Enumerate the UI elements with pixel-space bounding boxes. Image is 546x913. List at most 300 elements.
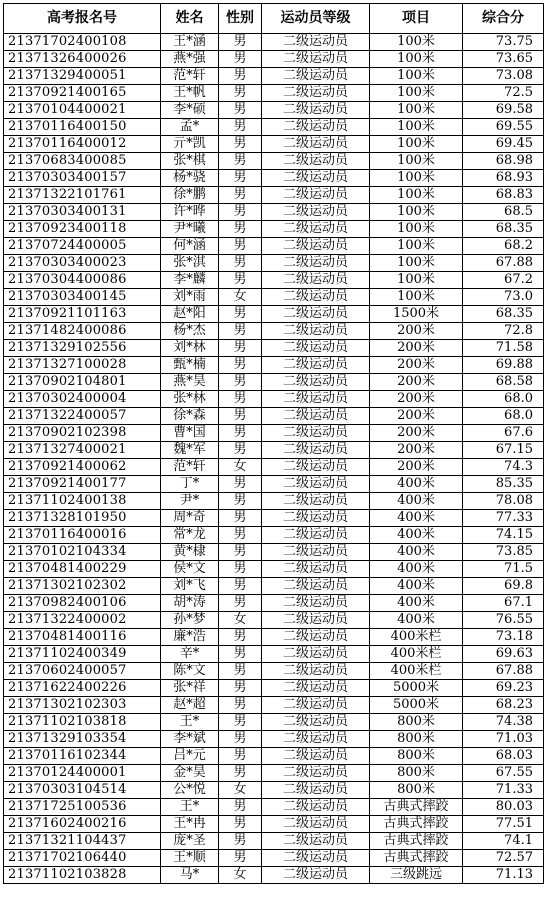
table-row <box>4 51 544 68</box>
cell-name: 李*硕 <box>161 102 219 119</box>
cell-exam-id: 21371302102303 <box>4 697 161 714</box>
cell-score: 71.5 <box>463 561 544 578</box>
header-exam-id: 高考报名号 <box>4 4 161 34</box>
table-row <box>4 306 544 323</box>
cell-name: 燕*强 <box>161 51 219 68</box>
cell-name: 赵*超 <box>161 697 219 714</box>
cell-score: 74.38 <box>463 714 544 731</box>
header-athlete-level: 运动员等级 <box>262 4 370 34</box>
cell-name: 丁* <box>161 476 219 493</box>
cell-athlete-level: 二级运动员 <box>262 629 370 646</box>
cell-event: 100米 <box>370 255 463 272</box>
cell-event: 100米 <box>370 238 463 255</box>
cell-gender: 男 <box>219 323 262 340</box>
cell-event: 800米 <box>370 782 463 799</box>
table-row <box>4 680 544 697</box>
cell-exam-id: 21371622400226 <box>4 680 161 697</box>
cell-event: 100米 <box>370 51 463 68</box>
cell-score: 67.88 <box>463 663 544 680</box>
cell-athlete-level: 二级运动员 <box>262 595 370 612</box>
cell-score: 68.03 <box>463 748 544 765</box>
cell-event: 5000米 <box>370 680 463 697</box>
cell-gender: 男 <box>219 170 262 187</box>
cell-gender: 男 <box>219 272 262 289</box>
cell-name: 徐*鹏 <box>161 187 219 204</box>
table-row <box>4 493 544 510</box>
table-row <box>4 391 544 408</box>
table-row <box>4 187 544 204</box>
cell-gender: 男 <box>219 357 262 374</box>
cell-event: 400米 <box>370 493 463 510</box>
cell-gender: 男 <box>219 833 262 850</box>
table-body <box>4 34 544 884</box>
table-row <box>4 629 544 646</box>
cell-athlete-level: 二级运动员 <box>262 799 370 816</box>
table-row <box>4 646 544 663</box>
cell-event: 200米 <box>370 408 463 425</box>
cell-name: 杨*杰 <box>161 323 219 340</box>
cell-gender: 男 <box>219 493 262 510</box>
cell-exam-id: 21371329102556 <box>4 340 161 357</box>
cell-exam-id: 21370303400023 <box>4 255 161 272</box>
cell-athlete-level: 二级运动员 <box>262 850 370 867</box>
table-row <box>4 816 544 833</box>
cell-name: 王* <box>161 714 219 731</box>
cell-event: 800米 <box>370 748 463 765</box>
cell-score: 71.33 <box>463 782 544 799</box>
cell-exam-id: 21371102400138 <box>4 493 161 510</box>
table-row <box>4 561 544 578</box>
cell-exam-id: 21371725100536 <box>4 799 161 816</box>
cell-exam-id: 21371327100028 <box>4 357 161 374</box>
cell-gender: 男 <box>219 442 262 459</box>
cell-score: 68.2 <box>463 238 544 255</box>
cell-event: 800米 <box>370 765 463 782</box>
cell-exam-id: 21370481400116 <box>4 629 161 646</box>
cell-exam-id: 21371102103828 <box>4 867 161 884</box>
table-row <box>4 612 544 629</box>
cell-score: 73.65 <box>463 51 544 68</box>
table-row <box>4 731 544 748</box>
cell-athlete-level: 二级运动员 <box>262 255 370 272</box>
cell-score: 67.6 <box>463 425 544 442</box>
cell-score: 73.08 <box>463 68 544 85</box>
cell-name: 孙*梦 <box>161 612 219 629</box>
cell-score: 85.35 <box>463 476 544 493</box>
cell-exam-id: 21370902102398 <box>4 425 161 442</box>
cell-exam-id: 21370124400001 <box>4 765 161 782</box>
cell-event: 200米 <box>370 425 463 442</box>
table-row <box>4 136 544 153</box>
cell-name: 范*轩 <box>161 68 219 85</box>
cell-score: 69.63 <box>463 646 544 663</box>
table-row <box>4 119 544 136</box>
cell-event: 800米 <box>370 714 463 731</box>
table-row <box>4 68 544 85</box>
cell-score: 69.23 <box>463 680 544 697</box>
header-event: 项目 <box>370 4 463 34</box>
cell-name: 曹*国 <box>161 425 219 442</box>
cell-score: 71.58 <box>463 340 544 357</box>
cell-gender: 男 <box>219 629 262 646</box>
cell-event: 400米 <box>370 476 463 493</box>
table-row <box>4 867 544 884</box>
table-row <box>4 357 544 374</box>
cell-exam-id: 21370724400005 <box>4 238 161 255</box>
table-row <box>4 799 544 816</box>
cell-gender: 男 <box>219 425 262 442</box>
cell-score: 67.1 <box>463 595 544 612</box>
cell-exam-id: 21370303104514 <box>4 782 161 799</box>
table-row <box>4 459 544 476</box>
table-row <box>4 595 544 612</box>
cell-exam-id: 21370683400085 <box>4 153 161 170</box>
cell-event: 100米 <box>370 272 463 289</box>
table-row <box>4 204 544 221</box>
cell-exam-id: 21370302400004 <box>4 391 161 408</box>
cell-name: 王*冉 <box>161 816 219 833</box>
table-row <box>4 850 544 867</box>
cell-event: 400米栏 <box>370 663 463 680</box>
cell-athlete-level: 二级运动员 <box>262 136 370 153</box>
cell-event: 400米 <box>370 510 463 527</box>
cell-name: 王*涵 <box>161 34 219 51</box>
cell-event: 100米 <box>370 34 463 51</box>
cell-exam-id: 21370921400062 <box>4 459 161 476</box>
cell-athlete-level: 二级运动员 <box>262 731 370 748</box>
cell-event: 800米 <box>370 731 463 748</box>
cell-exam-id: 21371702400108 <box>4 34 161 51</box>
cell-name: 何*涵 <box>161 238 219 255</box>
table-row <box>4 663 544 680</box>
cell-exam-id: 21370921400165 <box>4 85 161 102</box>
cell-name: 刘*林 <box>161 340 219 357</box>
cell-event: 古典式摔跤 <box>370 816 463 833</box>
cell-event: 古典式摔跤 <box>370 850 463 867</box>
cell-name: 燕*昊 <box>161 374 219 391</box>
cell-name: 李*斌 <box>161 731 219 748</box>
cell-name: 张*棋 <box>161 153 219 170</box>
cell-score: 67.15 <box>463 442 544 459</box>
cell-score: 68.0 <box>463 408 544 425</box>
cell-score: 73.18 <box>463 629 544 646</box>
cell-gender: 男 <box>219 221 262 238</box>
cell-athlete-level: 二级运动员 <box>262 323 370 340</box>
table-row <box>4 510 544 527</box>
table-row <box>4 527 544 544</box>
cell-event: 100米 <box>370 289 463 306</box>
cell-event: 200米 <box>370 459 463 476</box>
cell-exam-id: 21370303400131 <box>4 204 161 221</box>
cell-name: 张*淇 <box>161 255 219 272</box>
cell-gender: 男 <box>219 255 262 272</box>
cell-athlete-level: 二级运动员 <box>262 34 370 51</box>
cell-score: 74.15 <box>463 527 544 544</box>
cell-athlete-level: 二级运动员 <box>262 51 370 68</box>
cell-exam-id: 21371322400002 <box>4 612 161 629</box>
cell-score: 68.35 <box>463 306 544 323</box>
cell-athlete-level: 二级运动员 <box>262 663 370 680</box>
cell-gender: 男 <box>219 663 262 680</box>
cell-athlete-level: 二级运动员 <box>262 714 370 731</box>
table-row <box>4 833 544 850</box>
cell-athlete-level: 二级运动员 <box>262 646 370 663</box>
cell-name: 公*悦 <box>161 782 219 799</box>
cell-gender: 男 <box>219 119 262 136</box>
cell-athlete-level: 二级运动员 <box>262 85 370 102</box>
cell-gender: 男 <box>219 510 262 527</box>
table-header <box>4 4 544 34</box>
cell-gender: 男 <box>219 68 262 85</box>
cell-name: 辛* <box>161 646 219 663</box>
cell-score: 73.75 <box>463 34 544 51</box>
cell-score: 69.8 <box>463 578 544 595</box>
cell-name: 杨*骁 <box>161 170 219 187</box>
cell-athlete-level: 二级运动员 <box>262 697 370 714</box>
cell-gender: 男 <box>219 238 262 255</box>
cell-score: 68.23 <box>463 697 544 714</box>
cell-athlete-level: 二级运动员 <box>262 238 370 255</box>
table-row <box>4 85 544 102</box>
cell-name: 许*晔 <box>161 204 219 221</box>
table-row <box>4 340 544 357</box>
cell-gender: 男 <box>219 136 262 153</box>
cell-gender: 男 <box>219 561 262 578</box>
cell-name: 刘*雨 <box>161 289 219 306</box>
cell-gender: 男 <box>219 34 262 51</box>
table-row <box>4 170 544 187</box>
cell-name: 胡*涛 <box>161 595 219 612</box>
cell-score: 74.3 <box>463 459 544 476</box>
cell-score: 68.98 <box>463 153 544 170</box>
cell-athlete-level: 二级运动员 <box>262 867 370 884</box>
cell-gender: 女 <box>219 782 262 799</box>
cell-score: 72.5 <box>463 85 544 102</box>
cell-event: 100米 <box>370 187 463 204</box>
cell-score: 80.03 <box>463 799 544 816</box>
cell-event: 200米 <box>370 442 463 459</box>
cell-name: 范*轩 <box>161 459 219 476</box>
cell-event: 200米 <box>370 323 463 340</box>
cell-exam-id: 21370116400012 <box>4 136 161 153</box>
table-row <box>4 544 544 561</box>
cell-athlete-level: 二级运动员 <box>262 680 370 697</box>
cell-event: 200米 <box>370 340 463 357</box>
cell-gender: 男 <box>219 51 262 68</box>
cell-athlete-level: 二级运动员 <box>262 408 370 425</box>
cell-gender: 男 <box>219 799 262 816</box>
cell-exam-id: 21370902104801 <box>4 374 161 391</box>
cell-athlete-level: 二级运动员 <box>262 153 370 170</box>
cell-exam-id: 21370104400021 <box>4 102 161 119</box>
cell-event: 1500米 <box>370 306 463 323</box>
cell-event: 200米 <box>370 391 463 408</box>
cell-score: 68.0 <box>463 391 544 408</box>
cell-name: 王*帆 <box>161 85 219 102</box>
cell-athlete-level: 二级运动员 <box>262 170 370 187</box>
cell-gender: 男 <box>219 578 262 595</box>
cell-athlete-level: 二级运动员 <box>262 544 370 561</box>
cell-event: 100米 <box>370 119 463 136</box>
cell-exam-id: 21370923400118 <box>4 221 161 238</box>
cell-gender: 男 <box>219 714 262 731</box>
cell-gender: 男 <box>219 102 262 119</box>
cell-score: 69.55 <box>463 119 544 136</box>
table-row <box>4 697 544 714</box>
cell-athlete-level: 二级运动员 <box>262 204 370 221</box>
cell-exam-id: 21370921400177 <box>4 476 161 493</box>
cell-name: 刘*飞 <box>161 578 219 595</box>
cell-name: 马* <box>161 867 219 884</box>
cell-name: 黄*棣 <box>161 544 219 561</box>
cell-gender: 女 <box>219 867 262 884</box>
cell-exam-id: 21370116400150 <box>4 119 161 136</box>
cell-score: 72.57 <box>463 850 544 867</box>
cell-athlete-level: 二级运动员 <box>262 187 370 204</box>
cell-name: 王*顺 <box>161 850 219 867</box>
header-row <box>4 4 544 34</box>
cell-athlete-level: 二级运动员 <box>262 578 370 595</box>
cell-name: 廉*浩 <box>161 629 219 646</box>
cell-athlete-level: 二级运动员 <box>262 119 370 136</box>
cell-event: 400米 <box>370 612 463 629</box>
cell-event: 100米 <box>370 153 463 170</box>
table-row <box>4 102 544 119</box>
cell-exam-id: 21370602400057 <box>4 663 161 680</box>
cell-athlete-level: 二级运动员 <box>262 612 370 629</box>
cell-name: 金*昊 <box>161 765 219 782</box>
cell-athlete-level: 二级运动员 <box>262 459 370 476</box>
cell-exam-id: 21371302102302 <box>4 578 161 595</box>
cell-event: 400米栏 <box>370 629 463 646</box>
cell-exam-id: 21370982400106 <box>4 595 161 612</box>
cell-gender: 男 <box>219 340 262 357</box>
cell-score: 77.33 <box>463 510 544 527</box>
cell-exam-id: 21370303400145 <box>4 289 161 306</box>
cell-score: 69.88 <box>463 357 544 374</box>
cell-score: 67.55 <box>463 765 544 782</box>
cell-score: 76.55 <box>463 612 544 629</box>
cell-gender: 男 <box>219 731 262 748</box>
cell-athlete-level: 二级运动员 <box>262 374 370 391</box>
cell-athlete-level: 二级运动员 <box>262 272 370 289</box>
cell-athlete-level: 二级运动员 <box>262 782 370 799</box>
cell-gender: 女 <box>219 612 262 629</box>
cell-score: 72.8 <box>463 323 544 340</box>
cell-score: 68.58 <box>463 374 544 391</box>
cell-name: 陈*文 <box>161 663 219 680</box>
cell-exam-id: 21371326400026 <box>4 51 161 68</box>
cell-event: 古典式摔跤 <box>370 799 463 816</box>
cell-gender: 男 <box>219 476 262 493</box>
cell-name: 庞*圣 <box>161 833 219 850</box>
cell-event: 100米 <box>370 221 463 238</box>
cell-athlete-level: 二级运动员 <box>262 510 370 527</box>
cell-exam-id: 21371322101761 <box>4 187 161 204</box>
table-row <box>4 374 544 391</box>
cell-exam-id: 21371102103818 <box>4 714 161 731</box>
cell-athlete-level: 二级运动员 <box>262 561 370 578</box>
cell-score: 78.08 <box>463 493 544 510</box>
table-row <box>4 221 544 238</box>
cell-gender: 女 <box>219 289 262 306</box>
cell-name: 亓*凯 <box>161 136 219 153</box>
cell-exam-id: 21371329400051 <box>4 68 161 85</box>
cell-event: 400米 <box>370 527 463 544</box>
cell-athlete-level: 二级运动员 <box>262 476 370 493</box>
athlete-score-table <box>3 3 544 884</box>
cell-exam-id: 21371322400057 <box>4 408 161 425</box>
cell-exam-id: 21371602400216 <box>4 816 161 833</box>
header-score: 综合分 <box>463 4 544 34</box>
cell-gender: 男 <box>219 187 262 204</box>
cell-name: 李*麟 <box>161 272 219 289</box>
cell-name: 甄*楠 <box>161 357 219 374</box>
cell-exam-id: 21370116400016 <box>4 527 161 544</box>
cell-athlete-level: 二级运动员 <box>262 357 370 374</box>
table-row <box>4 442 544 459</box>
cell-name: 周*奇 <box>161 510 219 527</box>
cell-exam-id: 21370304400086 <box>4 272 161 289</box>
cell-athlete-level: 二级运动员 <box>262 289 370 306</box>
cell-score: 69.58 <box>463 102 544 119</box>
cell-athlete-level: 二级运动员 <box>262 833 370 850</box>
cell-gender: 男 <box>219 595 262 612</box>
cell-name: 王* <box>161 799 219 816</box>
cell-name: 尹*曦 <box>161 221 219 238</box>
cell-gender: 男 <box>219 544 262 561</box>
cell-athlete-level: 二级运动员 <box>262 68 370 85</box>
cell-exam-id: 21371321104437 <box>4 833 161 850</box>
cell-score: 69.45 <box>463 136 544 153</box>
cell-event: 三级跳远 <box>370 867 463 884</box>
table-row <box>4 34 544 51</box>
cell-gender: 男 <box>219 527 262 544</box>
cell-exam-id: 21371482400086 <box>4 323 161 340</box>
table-row <box>4 476 544 493</box>
cell-score: 67.88 <box>463 255 544 272</box>
cell-event: 200米 <box>370 374 463 391</box>
table-row <box>4 272 544 289</box>
cell-exam-id: 21371327400021 <box>4 442 161 459</box>
cell-gender: 男 <box>219 391 262 408</box>
cell-gender: 男 <box>219 850 262 867</box>
cell-gender: 女 <box>219 459 262 476</box>
cell-event: 100米 <box>370 68 463 85</box>
cell-exam-id: 21371702106440 <box>4 850 161 867</box>
table-row <box>4 255 544 272</box>
cell-gender: 男 <box>219 748 262 765</box>
cell-name: 赵*阳 <box>161 306 219 323</box>
cell-name: 徐*森 <box>161 408 219 425</box>
table-row <box>4 238 544 255</box>
cell-event: 100米 <box>370 102 463 119</box>
cell-score: 73.85 <box>463 544 544 561</box>
cell-score: 74.1 <box>463 833 544 850</box>
table-row <box>4 765 544 782</box>
cell-athlete-level: 二级运动员 <box>262 765 370 782</box>
cell-gender: 男 <box>219 85 262 102</box>
cell-score: 73.0 <box>463 289 544 306</box>
cell-score: 68.5 <box>463 204 544 221</box>
cell-event: 400米 <box>370 578 463 595</box>
cell-exam-id: 21370481400229 <box>4 561 161 578</box>
cell-event: 100米 <box>370 170 463 187</box>
cell-event: 古典式摔跤 <box>370 833 463 850</box>
table-row <box>4 153 544 170</box>
cell-athlete-level: 二级运动员 <box>262 816 370 833</box>
cell-name: 魏*军 <box>161 442 219 459</box>
